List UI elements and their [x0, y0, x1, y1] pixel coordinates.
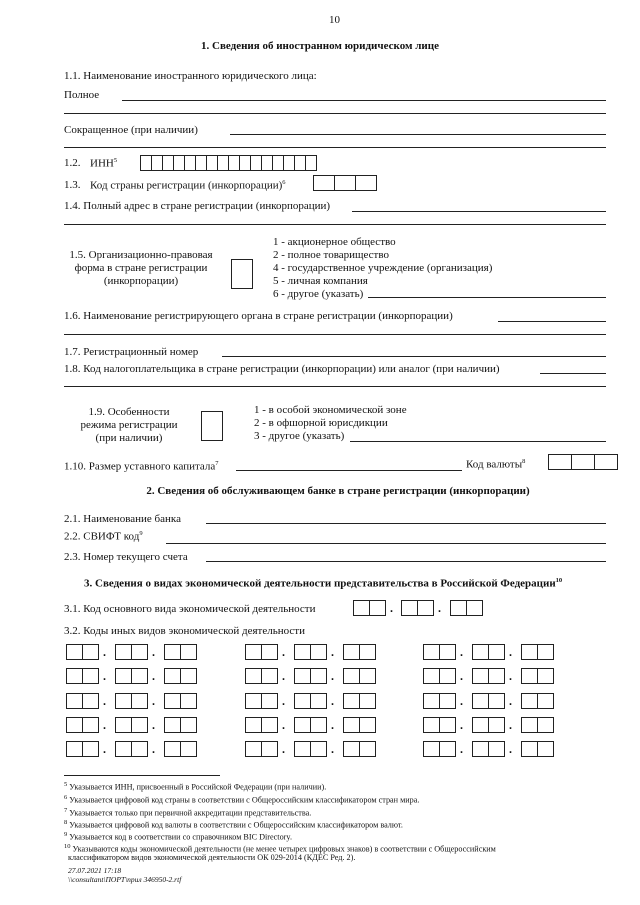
separator-dot: .	[152, 742, 155, 756]
separator-dot: .	[460, 645, 463, 659]
activity-code-box-group[interactable]	[294, 668, 327, 684]
separator-dot: .	[152, 645, 155, 659]
legal-form-options: 1 - акционерное общество 2 - полное товарищество 4 - государственное учреждение (организация) 5 - личная компания 6 - другое (указать)	[273, 236, 493, 300]
separator-dot: .	[152, 694, 155, 708]
taxpayer-code-field[interactable]	[540, 373, 606, 374]
footnote-5: $^5$ Указывается ИНН, присвоенный в Российской Федерации (при наличии).	[64, 781, 327, 792]
separator-dot: .	[460, 669, 463, 683]
country-code-label: Код страны регистрации (инкорпорации)$^6$	[90, 179, 286, 192]
field-3-1-label: 3.1. Код основного вида экономической деятельности	[64, 603, 316, 615]
activity-code-box-group[interactable]	[66, 668, 99, 684]
separator-dot: .	[509, 645, 512, 659]
field-2-2-label: 2.2. СВИФТ код$^9$	[64, 530, 143, 543]
separator-dot: .	[331, 645, 334, 659]
separator-dot: .	[331, 718, 334, 732]
footnote-separator	[64, 775, 220, 776]
currency-boxes[interactable]	[548, 454, 618, 470]
main-activity-code-2[interactable]	[401, 600, 434, 616]
legal-form-other-field[interactable]	[368, 297, 606, 298]
activity-code-box-group[interactable]	[294, 644, 327, 660]
separator-dot: .	[103, 694, 106, 708]
separator-dot: .	[103, 645, 106, 659]
footnote-8: $^8$ Указывается цифровой код валюты в соответствии с Общероссийским классификатором валют.	[64, 819, 403, 830]
field-1-4-label: 1.4. Полный адрес в стране регистрации (инкорпорации)	[64, 200, 331, 212]
activity-code-box-group[interactable]	[164, 644, 197, 660]
field-1-10-label: 1.10. Размер уставного капитала$^7$	[64, 460, 219, 473]
activity-code-box-group[interactable]	[423, 717, 456, 733]
activity-code-box-group[interactable]	[472, 644, 505, 660]
activity-code-box-group[interactable]	[245, 741, 278, 757]
short-name-label: Сокращенное (при наличии)	[64, 124, 198, 136]
activity-code-box-group[interactable]	[115, 693, 148, 709]
activity-code-box-group[interactable]	[343, 644, 376, 660]
activity-code-box-group[interactable]	[521, 693, 554, 709]
separator-dot: .	[282, 645, 285, 659]
activity-code-box-group[interactable]	[164, 668, 197, 684]
separator-dot: .	[331, 694, 334, 708]
footnote-10-cont: классификатором видов экономической деятельности ОК 029-2014 (КДЕС Ред. 2).	[68, 853, 356, 862]
capital-field[interactable]	[236, 470, 462, 471]
separator-dot: .	[509, 718, 512, 732]
field-1-2-number: 1.2.	[64, 157, 81, 169]
short-name-field[interactable]	[230, 134, 606, 135]
separator-dot: .	[103, 669, 106, 683]
activity-code-box-group[interactable]	[423, 741, 456, 757]
field-1-5-label: 1.5. Организационно-правовая форма в стране регистрации (инкорпорации)	[69, 249, 213, 287]
field-1-7-label: 1.7. Регистрационный номер	[64, 346, 199, 358]
registering-body-field[interactable]	[498, 321, 606, 322]
activity-code-box-group[interactable]	[294, 717, 327, 733]
separator-dot: .	[103, 742, 106, 756]
activity-code-box-group[interactable]	[294, 693, 327, 709]
page-number: 10	[329, 14, 340, 26]
activity-code-box-group[interactable]	[66, 644, 99, 660]
swift-field[interactable]	[166, 543, 606, 544]
country-code-boxes[interactable]	[313, 175, 377, 191]
legal-form-box[interactable]	[231, 259, 253, 289]
main-activity-code-1[interactable]	[353, 600, 386, 616]
activity-code-box-group[interactable]	[115, 717, 148, 733]
activity-code-box-group[interactable]	[472, 741, 505, 757]
regime-other-field[interactable]	[350, 441, 606, 442]
separator-dot: .	[390, 601, 393, 615]
activity-code-box-group[interactable]	[472, 693, 505, 709]
footnote-9: $^9$ Указывается код в соответствии со справочником BIC Directory.	[64, 831, 292, 842]
activity-code-box-group[interactable]	[343, 717, 376, 733]
activity-code-box-group[interactable]	[115, 741, 148, 757]
short-name-field-cont[interactable]	[64, 147, 606, 148]
separator-dot: .	[460, 694, 463, 708]
separator-dot: .	[152, 669, 155, 683]
separator-dot: .	[509, 742, 512, 756]
activity-code-box-group[interactable]	[294, 741, 327, 757]
activity-code-box-group[interactable]	[245, 693, 278, 709]
main-activity-code-3[interactable]	[450, 600, 483, 616]
activity-code-box-group[interactable]	[343, 668, 376, 684]
activity-code-box-group[interactable]	[423, 644, 456, 660]
footnote-7: $^7$ Указывается только при первичной аккредитации представительства.	[64, 807, 312, 818]
activity-code-box-group[interactable]	[164, 741, 197, 757]
separator-dot: .	[331, 742, 334, 756]
separator-dot: .	[460, 742, 463, 756]
activity-code-box-group[interactable]	[521, 668, 554, 684]
activity-code-box-group[interactable]	[423, 668, 456, 684]
separator-dot: .	[282, 742, 285, 756]
activity-code-box-group[interactable]	[164, 693, 197, 709]
section-1-title: 1. Сведения об иностранном юридическом лице	[201, 40, 439, 52]
separator-dot: .	[438, 601, 441, 615]
separator-dot: .	[282, 718, 285, 732]
field-1-8-label: 1.8. Код налогоплательщика в стране регистрации (инкорпорации) или аналог (при наличии)	[64, 363, 500, 375]
activity-code-box-group[interactable]	[66, 741, 99, 757]
section-2-title: 2. Сведения об обслуживающем банке в стране регистрации (инкорпорации)	[146, 485, 530, 497]
activity-code-box-group[interactable]	[245, 644, 278, 660]
bank-name-field[interactable]	[206, 523, 606, 524]
activity-code-box-group[interactable]	[115, 668, 148, 684]
activity-code-box-group[interactable]	[164, 717, 197, 733]
activity-code-box-group[interactable]	[245, 668, 278, 684]
registration-number-field[interactable]	[222, 356, 606, 357]
separator-dot: .	[509, 694, 512, 708]
field-3-2-label: 3.2. Коды иных видов экономической деятельности	[64, 625, 305, 637]
address-field[interactable]	[352, 211, 606, 212]
activity-code-box-group[interactable]	[423, 693, 456, 709]
separator-dot: .	[282, 694, 285, 708]
full-name-field[interactable]	[122, 100, 606, 101]
document-timestamp: 27.07.2021 17:18	[68, 866, 122, 875]
field-1-1-label: 1.1. Наименование иностранного юридического лица:	[64, 70, 317, 82]
inn-label: ИНН$^5$	[90, 157, 118, 170]
registering-body-field-cont[interactable]	[64, 334, 606, 335]
separator-dot: .	[103, 718, 106, 732]
field-1-6-label: 1.6. Наименование регистрирующего органа в стране регистрации (инкорпорации)	[64, 310, 453, 322]
field-2-1-label: 2.1. Наименование банка	[64, 513, 181, 525]
field-1-3-number: 1.3.	[64, 179, 81, 191]
account-number-field[interactable]	[206, 561, 606, 562]
separator-dot: .	[509, 669, 512, 683]
field-1-9-label: 1.9. Особенности режима регистрации (при наличии)	[80, 406, 178, 444]
full-name-field-cont[interactable]	[64, 113, 606, 114]
activity-code-box-group[interactable]	[245, 717, 278, 733]
registration-regime-options: 1 - в особой экономической зоне 2 - в офшорной юрисдикции 3 - другое (указать)	[254, 404, 407, 442]
activity-code-box-group[interactable]	[472, 668, 505, 684]
document-path: \\consultant\ПОРТ\прил 346950-2.rtf	[68, 875, 182, 884]
activity-code-box-group[interactable]	[472, 717, 505, 733]
separator-dot: .	[331, 669, 334, 683]
inn-boxes[interactable]	[140, 155, 317, 171]
registration-regime-box[interactable]	[201, 411, 223, 441]
footnote-10: $^{10}$ Указываются коды экономической деятельности (не менее четырех цифровых знаков) в соответствии с Общероссийским	[64, 843, 496, 854]
full-name-label: Полное	[64, 89, 100, 101]
activity-code-box-group[interactable]	[115, 644, 148, 660]
activity-code-box-group[interactable]	[343, 741, 376, 757]
separator-dot: .	[152, 718, 155, 732]
separator-dot: .	[282, 669, 285, 683]
footnote-6: $^6$ Указывается цифровой код страны в соответствии с Общероссийским классификатором стран мира.	[64, 794, 420, 805]
activity-code-box-group[interactable]	[66, 693, 99, 709]
activity-code-box-group[interactable]	[521, 644, 554, 660]
activity-code-box-group[interactable]	[66, 717, 99, 733]
activity-code-box-group[interactable]	[521, 717, 554, 733]
taxpayer-code-field-cont[interactable]	[64, 386, 606, 387]
activity-code-box-group[interactable]	[521, 741, 554, 757]
field-2-3-label: 2.3. Номер текущего счета	[64, 551, 188, 563]
separator-dot: .	[460, 718, 463, 732]
section-3-title: 3. Сведения о видах экономической деятельности представительства в Российской Федерации$^{10}$	[84, 577, 563, 590]
currency-label: Код валюты$^8$	[466, 458, 526, 471]
activity-code-box-group[interactable]	[343, 693, 376, 709]
address-field-cont[interactable]	[64, 224, 606, 225]
